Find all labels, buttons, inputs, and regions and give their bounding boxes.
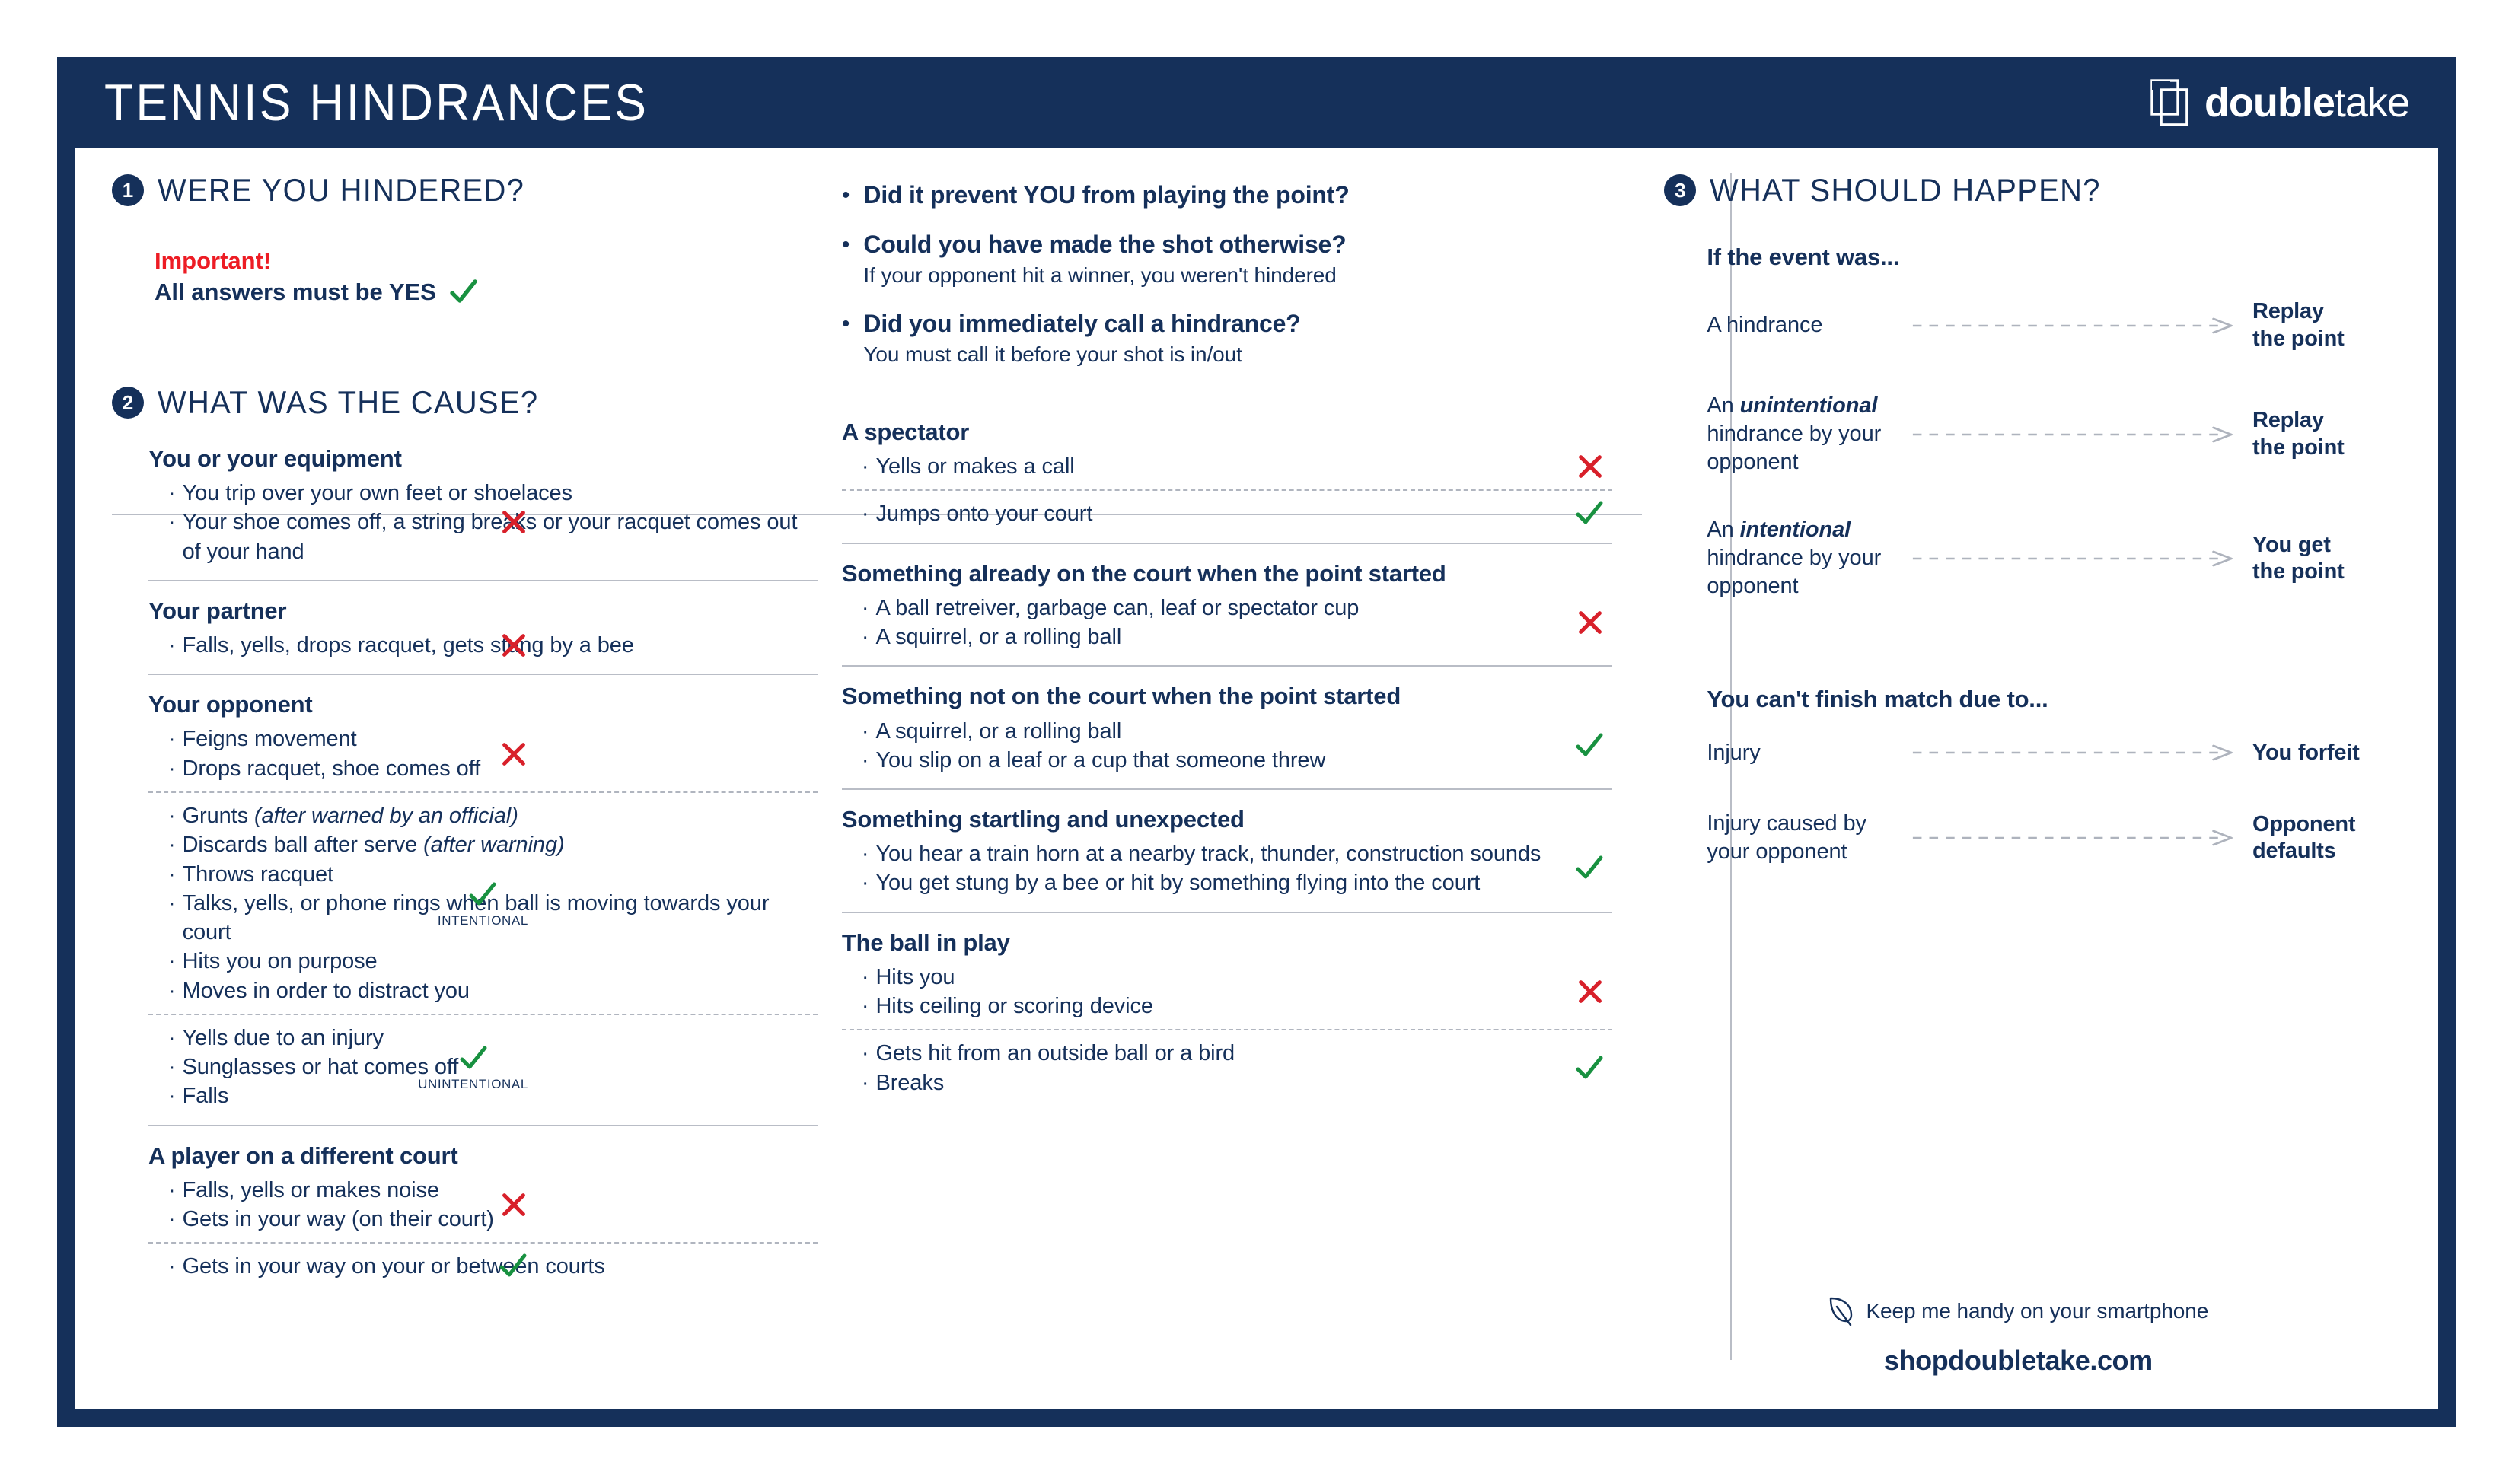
cause-bullet-list [148, 1252, 818, 1281]
cause-bullet-list [148, 1176, 818, 1234]
section3-heading [1664, 174, 2408, 206]
cause-bullet [168, 976, 818, 1005]
cause-bullet-text: Feigns movement [182, 727, 357, 752]
column-right [1612, 174, 2408, 1409]
cause-bullet-text: Grunts (after warned by an official) [182, 803, 518, 828]
cause-subgroup [842, 594, 1612, 652]
cause-bullet-text: Falls, yells or makes noise [182, 1177, 439, 1202]
cause-group [148, 597, 818, 660]
bullet-dot-icon: · [168, 632, 176, 658]
cause-group [842, 682, 1612, 775]
cause-subgroup [148, 479, 818, 566]
cause-bullet-list [842, 963, 1612, 1021]
cause-subgroup [842, 963, 1612, 1021]
question-text: Did you immediately call a hindrance? [863, 310, 1301, 338]
outcome-condition: An unintentional hindrance by your opponent [1707, 393, 1882, 475]
verdict-x [1576, 977, 1605, 1006]
section2-badge: 2 [112, 387, 144, 419]
group-divider [842, 912, 1612, 913]
bullet-dot-icon: · [168, 481, 176, 505]
cause-bullet-text: A squirrel, or a rolling ball [875, 625, 1122, 650]
outcome-flow-row [1707, 739, 2408, 767]
cause-bullet-text: Falls [182, 1084, 229, 1109]
cause-bullet [168, 830, 818, 859]
verdict-check [1574, 1053, 1605, 1084]
cause-bullet-list [842, 452, 1612, 481]
cause-bullet-text: Discards ball after serve (after warning) [182, 833, 565, 858]
dotted-arrow-right-icon [1911, 426, 2240, 443]
cause-bullet-list [148, 479, 818, 566]
cause-subgroup [148, 1024, 818, 1111]
cause-subgroup [842, 499, 1612, 528]
cause-groups-middle [842, 418, 1612, 1097]
outcome-condition: A hindrance [1707, 313, 1823, 337]
cause-bullet-text: Gets in your way (on their court) [182, 1207, 494, 1232]
cause-bullet [168, 479, 818, 508]
cause-bullet [168, 724, 818, 753]
cause-group [842, 805, 1612, 898]
red-x-icon [499, 508, 528, 537]
bullet-dot-icon: · [861, 842, 869, 867]
cause-bullet [862, 717, 1612, 746]
bullet-dot-icon: · [168, 890, 176, 916]
cause-bullet [168, 1252, 818, 1281]
outcomes-subhead-1: If the event was... [1707, 244, 1900, 270]
subgroup-dashed-divider [148, 1014, 818, 1015]
dotted-arrow-right-icon [1911, 830, 2240, 846]
cause-subgroup [842, 452, 1612, 481]
bullet-dot-icon: · [861, 718, 869, 744]
red-x-icon [1576, 977, 1605, 1006]
red-x-icon [499, 740, 528, 769]
cause-subgroup [148, 631, 818, 660]
cause-bullet [862, 746, 1612, 775]
verdict-x [499, 508, 528, 537]
green-check-icon [1574, 731, 1605, 761]
cause-bullet [862, 1039, 1612, 1068]
group-divider [842, 543, 1612, 544]
bullet-dot-icon: · [861, 502, 869, 527]
cause-bullet-text: Talks, yells, or phone rings when ball is moving towards your court [182, 890, 770, 945]
column-middle [818, 174, 1612, 1409]
cause-bullet [862, 594, 1612, 623]
cause-subgroup [148, 801, 818, 1005]
bullet-dot-icon: · [861, 1070, 869, 1095]
cause-group [148, 444, 818, 566]
cause-group [148, 690, 818, 1110]
cause-groups-left [112, 444, 818, 1282]
verdict-check [418, 1043, 528, 1091]
question-subtext: If your opponent hit a winner, you weren't hindered [863, 263, 1337, 288]
cause-bullet [168, 1205, 818, 1234]
section1-heading [112, 174, 818, 206]
hindrance-question [842, 230, 1612, 289]
subgroup-dashed-divider [148, 1242, 818, 1244]
cause-group-title: Your partner [148, 597, 287, 624]
important-note [112, 246, 818, 308]
content-sheet [75, 148, 2438, 1409]
green-check-icon [467, 880, 498, 910]
bullet-dot-icon: · [168, 1177, 176, 1202]
brand-light: take [2334, 80, 2409, 126]
cause-bullet [862, 868, 1612, 897]
cause-bullet [862, 1068, 1612, 1097]
cause-bullet-text: Yells due to an injury [182, 1025, 384, 1050]
bullet-dot-icon: · [168, 861, 176, 887]
subgroup-dashed-divider [148, 791, 818, 793]
section2-heading [112, 384, 818, 420]
bullet-dot-icon: · [861, 1041, 869, 1066]
verdict-check [438, 880, 528, 927]
cause-subgroup [842, 839, 1612, 898]
cause-bullet [168, 801, 818, 830]
cause-bullet-text: Falls, yells, drops racquet, gets stung by a bee [182, 632, 634, 658]
red-x-icon [499, 1190, 528, 1219]
hindrance-questions [842, 177, 1612, 369]
cause-bullet-text: Gets in your way on your or between courts [182, 1254, 605, 1279]
dotted-arrow-right-icon [1911, 550, 2240, 567]
verdict-label: INTENTIONAL [437, 912, 528, 928]
bullet-dot-icon: · [861, 625, 869, 650]
bullet-dot-icon: • [841, 183, 850, 208]
cause-bullet-text: Sunglasses or hat comes off [182, 1055, 459, 1080]
bullet-dot-icon: · [168, 727, 176, 752]
cause-group-title: Something already on the court when the point started [841, 559, 1446, 587]
page-title: TENNIS HINDRANCES [104, 74, 649, 132]
outcomes-subhead-2: You can't finish match due to... [1707, 685, 2048, 712]
cause-subgroup [148, 1176, 818, 1234]
cause-bullet-list [842, 499, 1612, 528]
green-check-icon [458, 1043, 489, 1074]
cause-bullet [168, 754, 818, 783]
bullet-dot-icon: · [168, 978, 176, 1003]
outcome-result: You get the point [2252, 532, 2345, 584]
bullet-dot-icon: · [168, 1207, 176, 1232]
cause-bullet-list [842, 717, 1612, 775]
green-check-icon [1574, 853, 1605, 884]
verdict-x [499, 1190, 528, 1219]
red-x-icon [499, 631, 528, 660]
section1-badge: 1 [112, 174, 144, 206]
section1-title: WERE YOU HINDERED? [158, 172, 525, 208]
cause-bullet-list [148, 724, 818, 783]
outcome-flow-row [1707, 516, 2408, 600]
bullet-dot-icon: · [861, 871, 869, 896]
cause-bullet [862, 963, 1612, 992]
cause-group-title: A player on a different court [148, 1142, 458, 1169]
verdict-x [499, 740, 528, 769]
bullet-dot-icon: · [168, 1055, 176, 1080]
cause-bullet-text: Breaks [875, 1070, 945, 1095]
cause-subgroup [148, 724, 818, 783]
bullet-dot-icon: · [861, 994, 869, 1019]
footer-url[interactable]: shopdoubletake.com [1883, 1345, 2153, 1376]
cause-bullet-text: You get stung by a bee or hit by something flying into the court [875, 871, 1481, 896]
bullet-dot-icon: · [168, 949, 176, 974]
question-text: Did it prevent YOU from playing the point? [863, 181, 1350, 209]
group-divider [842, 665, 1612, 667]
cause-group [842, 559, 1612, 652]
hindrance-question [842, 180, 1612, 210]
cause-subgroup [842, 717, 1612, 775]
bullet-dot-icon: · [168, 1025, 176, 1050]
outcome-result: Replay the point [2252, 408, 2345, 460]
verdict-check [1574, 731, 1605, 761]
swipe-leaf-icon [1828, 1296, 1855, 1326]
double-rectangles-logo-icon [2150, 79, 2194, 126]
dotted-arrow-right-icon [1911, 744, 2240, 761]
cause-bullet [168, 508, 818, 566]
cause-group [842, 418, 1612, 529]
red-x-icon [1576, 452, 1605, 481]
cause-bullet-text: Your shoe comes off, a string breaks or your racquet comes out of your hand [182, 510, 798, 564]
question-subtext: You must call it before your shot is in/out [863, 342, 1242, 367]
dotted-arrow-right-icon [1911, 550, 2240, 567]
cause-bullet [168, 631, 818, 660]
cause-subgroup [148, 1252, 818, 1281]
red-x-icon [1576, 608, 1605, 637]
cause-bullet-text: A squirrel, or a rolling ball [875, 718, 1122, 744]
green-check-icon [1574, 1053, 1605, 1084]
verdict-x [1576, 608, 1605, 637]
cause-group [148, 1142, 818, 1282]
outcome-flows-forfeit [1707, 739, 2408, 866]
bullet-dot-icon: · [168, 756, 176, 781]
bullet-dot-icon: · [861, 595, 869, 620]
outcome-result: You forfeit [2252, 740, 2360, 765]
dotted-arrow-right-icon [1911, 317, 2240, 334]
cause-group-title: A spectator [841, 418, 970, 445]
cause-bullet [862, 499, 1612, 528]
cause-bullet [862, 623, 1612, 651]
outcome-flow-row [1707, 392, 2408, 476]
outcome-result: Replay the point [2252, 299, 2345, 351]
cause-bullet-text: A ball retreiver, garbage can, leaf or spectator cup [875, 595, 1360, 620]
cause-bullet-text: You trip over your own feet or shoelaces [182, 481, 572, 505]
cause-subgroup [842, 1039, 1612, 1097]
cause-bullet-text: Throws racquet [182, 861, 334, 887]
outcomes-body [1664, 243, 2408, 866]
verdict-x [1576, 452, 1605, 481]
verdict-x [499, 631, 528, 660]
cause-bullet-list [842, 1039, 1612, 1097]
verdict-check [1574, 853, 1605, 884]
bullet-dot-icon: • [841, 232, 850, 258]
outcome-result: Opponent defaults [2252, 811, 2356, 863]
bullet-dot-icon: · [168, 833, 176, 858]
must-be-yes-label: All answers must be YES [155, 278, 436, 305]
green-check-icon [448, 277, 479, 307]
dotted-arrow-right-icon [1911, 830, 2240, 846]
cause-bullet-text: Gets hit from an outside ball or a bird [875, 1041, 1235, 1066]
cause-bullet [862, 452, 1612, 481]
section3-badge: 3 [1664, 174, 1696, 206]
cause-bullet [862, 992, 1612, 1021]
question-text: Could you have made the shot otherwise? [863, 231, 1347, 259]
cause-bullet-text: Moves in order to distract you [182, 978, 470, 1003]
green-check-icon [1574, 498, 1605, 529]
outcome-flow-row [1707, 298, 2408, 352]
important-label: Important! [155, 247, 272, 274]
cause-bullet-text: Drops racquet, shoe comes off [182, 756, 481, 781]
cause-bullet-text: Jumps onto your court [875, 502, 1093, 527]
cause-bullet-list [842, 839, 1612, 898]
section2-title: WHAT WAS THE CAUSE? [158, 384, 539, 420]
bullet-dot-icon: · [168, 1254, 176, 1279]
cause-group-title: Your opponent [148, 691, 313, 718]
cause-bullet-text: Hits you [875, 964, 955, 989]
footer [1664, 1296, 2372, 1377]
subgroup-dashed-divider [842, 1029, 1612, 1030]
cause-bullet [168, 947, 818, 976]
outcome-condition: Injury [1707, 740, 1761, 765]
bullet-dot-icon: · [861, 964, 869, 989]
header-bar [75, 57, 2438, 148]
cause-bullet-text: You slip on a leaf or a cup that someone threw [875, 747, 1326, 772]
cause-bullet-text: You hear a train horn at a nearby track, thunder, construction sounds [875, 842, 1541, 867]
dotted-arrow-right-icon [1911, 317, 2240, 334]
verdict-check [498, 1251, 528, 1282]
cause-group-title: The ball in play [841, 928, 1010, 956]
cause-bullet [862, 839, 1612, 868]
bullet-dot-icon: · [861, 747, 869, 772]
bullet-dot-icon: · [861, 454, 869, 479]
group-divider [148, 580, 818, 581]
brand-bold: double [2204, 80, 2335, 126]
cause-bullet [168, 1176, 818, 1205]
green-check-icon [498, 1251, 528, 1282]
cause-group [842, 928, 1612, 1097]
footer-tagline: Keep me handy on your smartphone [1866, 1299, 2209, 1323]
column-left [106, 174, 818, 1409]
bullet-dot-icon: · [168, 803, 176, 828]
cause-group-title: Something not on the court when the point started [841, 683, 1401, 710]
cause-bullet-list [842, 594, 1612, 652]
cause-bullet-text: Yells or makes a call [875, 454, 1075, 479]
section3-title: WHAT SHOULD HAPPEN? [1710, 172, 2102, 208]
outcome-condition: An intentional hindrance by your opponent [1707, 517, 1882, 599]
group-divider [148, 1125, 818, 1126]
cause-bullet-text: Hits ceiling or scoring device [875, 994, 1153, 1019]
cause-bullet-text: Hits you on purpose [182, 949, 378, 974]
verdict-label: UNINTENTIONAL [418, 1077, 528, 1092]
outcome-flow-row [1707, 810, 2408, 866]
subgroup-dashed-divider [842, 489, 1612, 491]
outcome-condition: Injury caused by your opponent [1707, 810, 1866, 864]
outcome-flows-event [1707, 298, 2408, 600]
hindrance-question [842, 309, 1612, 368]
group-divider [148, 674, 818, 675]
bullet-dot-icon: · [168, 510, 176, 535]
brand-wordmark [2204, 80, 2409, 126]
bullet-dot-icon: • [841, 311, 850, 337]
dotted-arrow-right-icon [1911, 744, 2240, 761]
brand-logo [2150, 79, 2409, 126]
verdict-check [1574, 498, 1605, 529]
dotted-arrow-right-icon [1911, 426, 2240, 443]
group-divider [842, 788, 1612, 790]
cause-group-title: Something startling and unexpected [841, 806, 1245, 833]
cause-group-title: You or your equipment [148, 444, 402, 472]
infographic-card [57, 57, 2456, 1427]
bullet-dot-icon: · [168, 1084, 176, 1109]
cause-bullet-list [148, 631, 818, 660]
